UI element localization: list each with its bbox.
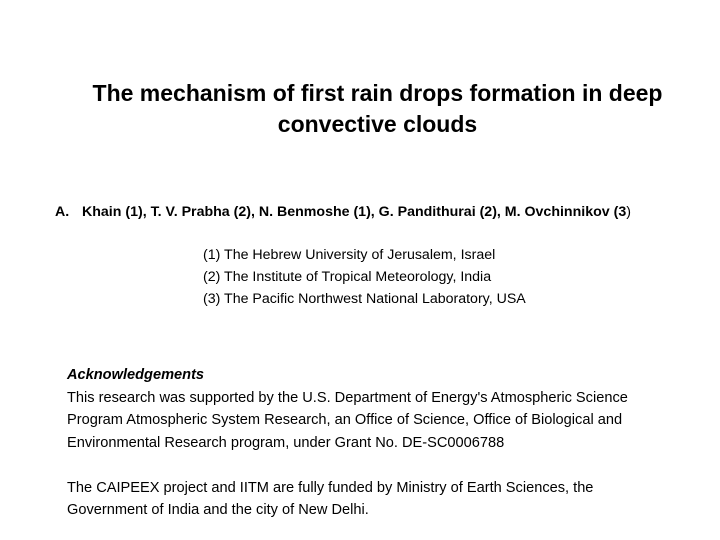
acknowledgements-line: Program Atmospheric System Research, an Office of Science, Office of Biological and [67,412,623,428]
acknowledgements-section [67,364,717,522]
paragraph-spacer [67,454,717,477]
slide-title: The mechanism of first rain drops formation in deep convective clouds [92,80,663,137]
author-list-number: A. [55,204,70,220]
affiliation-line: (3) The Pacific Northwest National Laboratory, USA [203,291,526,307]
acknowledgements-heading: Acknowledgements [67,367,205,383]
affiliations [203,244,703,310]
affiliation-line: (2) The Institute of Tropical Meteorology, India [203,269,492,285]
affiliation-line: (1) The Hebrew University of Jerusalem, Israel [203,247,496,263]
author-names: Khain (1), T. V. Prabha (2), N. Benmoshe (1), G. Pandithurai (2), M. Ovchinnikov (3 [82,204,627,220]
funding-line: Government of India and the city of New Delhi. [67,502,369,518]
funding-line: The CAIPEEX project and IITM are fully funded by Ministry of Earth Sciences, the [67,479,594,496]
author-names-closing-paren: ) [626,204,631,220]
acknowledgements-line: Environmental Research program, under Grant No. DE-SC0006788 [67,434,505,451]
author-list [55,202,720,222]
acknowledgements-line: This research was supported by the U.S. Department of Energy's Atmospheric Science [67,389,628,406]
